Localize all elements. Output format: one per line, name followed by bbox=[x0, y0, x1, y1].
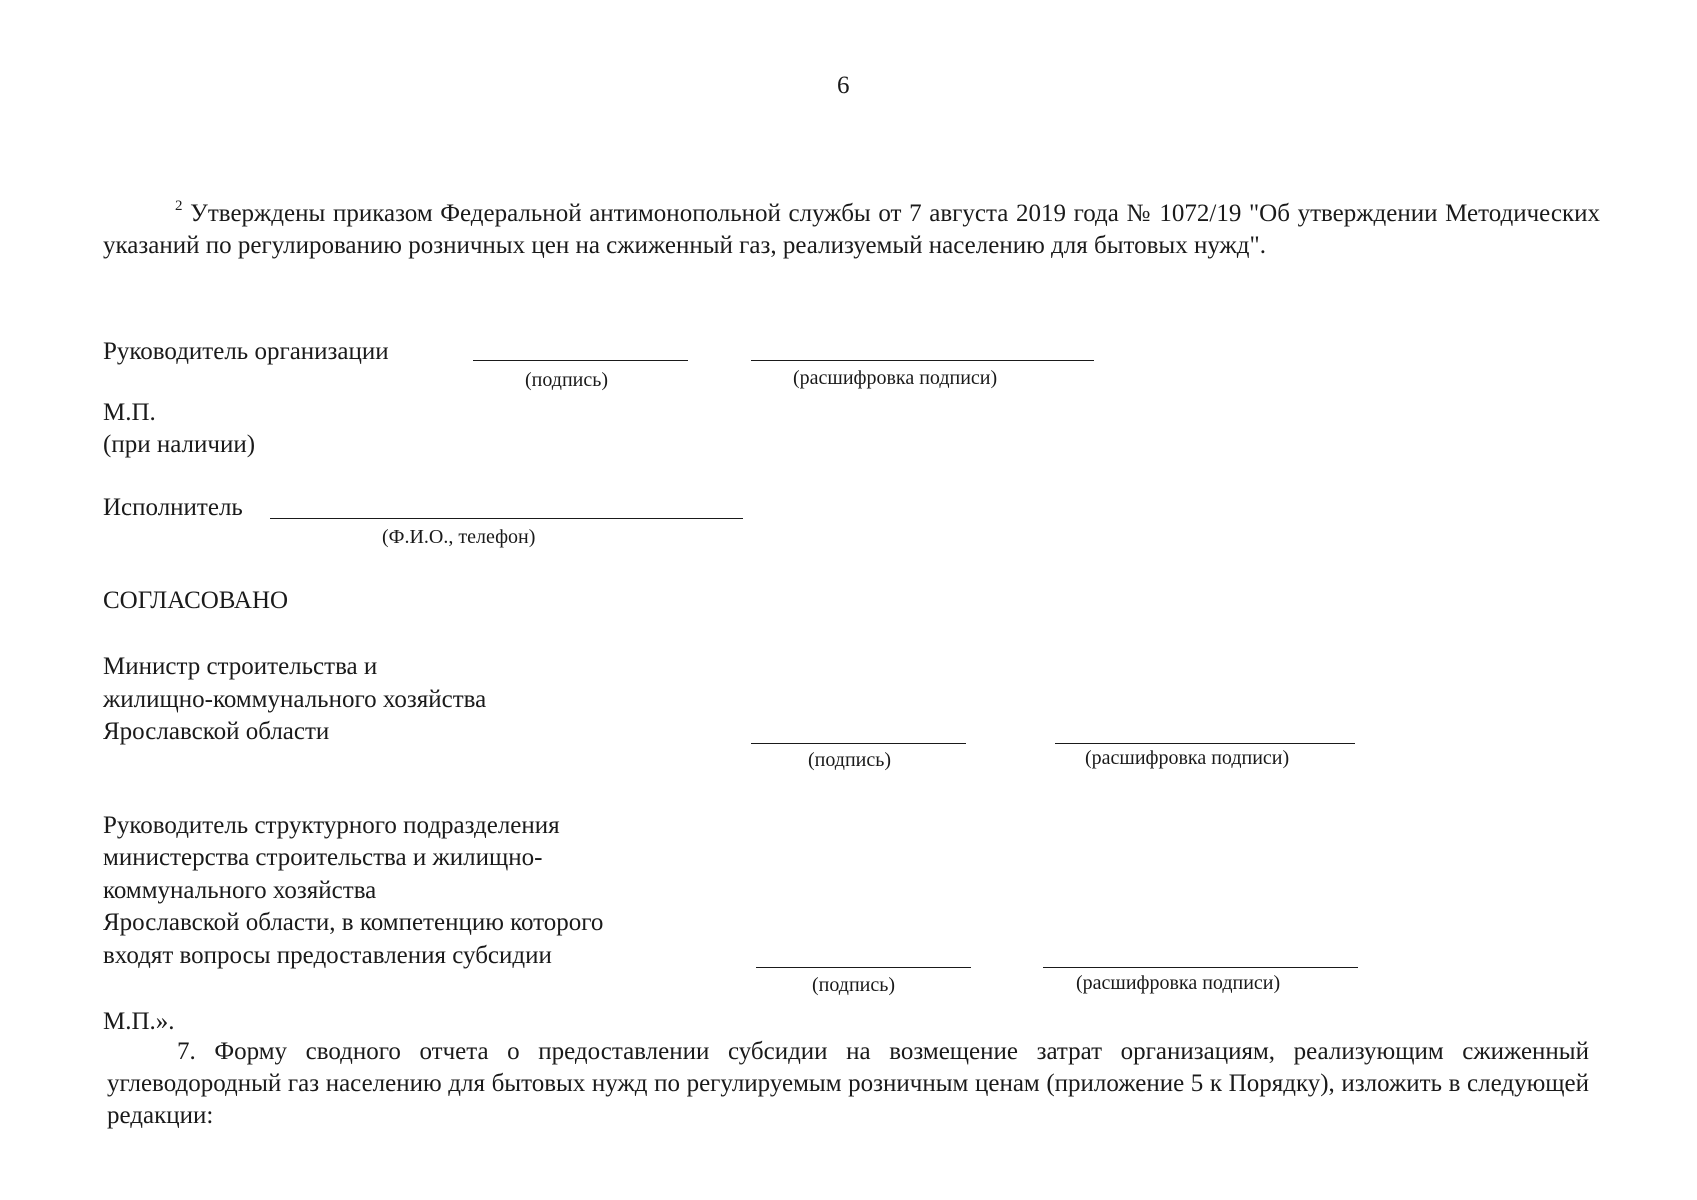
division-head-title-line-4: Ярославской области, в компетенцию которого bbox=[103, 909, 604, 936]
minister-decryption-caption: (расшифровка подписи) bbox=[1085, 747, 1290, 769]
minister-decryption-line bbox=[1055, 743, 1355, 744]
page-number: 6 bbox=[837, 72, 850, 99]
executor-caption: (Ф.И.О., телефон) bbox=[382, 526, 536, 548]
org-head-signature-caption: (подпись) bbox=[525, 369, 609, 391]
division-head-title-line-2: министерства строительства и жилищно- bbox=[103, 844, 543, 871]
division-head-decryption-line bbox=[1043, 967, 1358, 968]
division-head-signature-caption: (подпись) bbox=[812, 974, 896, 996]
footnote-marker: 2 bbox=[175, 197, 183, 214]
footnote-paragraph bbox=[103, 198, 1600, 262]
minister-signature-caption: (подпись) bbox=[808, 749, 892, 771]
footnote-text: Утверждены приказом Федеральной антимонопольной службы от 7 августа 2019 года № 1072/19 "Об утверждении Методических указаний по регулированию розничных цен на сжиженный газ, реализуемый населению для бытовых нужд". bbox=[103, 200, 1601, 259]
agreed-heading: СОГЛАСОВАНО bbox=[103, 587, 289, 614]
minister-title-line-1: Министр строительства и bbox=[103, 653, 378, 680]
stamp-label: М.П. bbox=[103, 399, 156, 426]
division-head-title-line-5: входят вопросы предоставления субсидии bbox=[103, 942, 552, 969]
division-head-decryption-caption: (расшифровка подписи) bbox=[1076, 972, 1281, 994]
minister-title-line-3: Ярославской области bbox=[103, 718, 330, 745]
minister-title-line-2: жилищно-коммунального хозяйства bbox=[103, 686, 487, 713]
item7-text: 7. Форму сводного отчета о предоставлении субсидии на возмещение затрат организациям, реализующим сжиженный углеводородный газ населению для бытовых нужд по регулируемым розничным ценам (приложение 5 к Порядку), изложить в следующей редакции: bbox=[107, 1038, 1589, 1129]
org-head-decryption-line bbox=[751, 360, 1094, 361]
executor-line bbox=[270, 518, 743, 519]
item7-paragraph bbox=[107, 1036, 1589, 1132]
minister-signature-line bbox=[751, 743, 966, 744]
division-head-title-line-1: Руководитель структурного подразделения bbox=[103, 812, 560, 839]
division-head-title-line-3: коммунального хозяйства bbox=[103, 877, 377, 904]
executor-label: Исполнитель bbox=[103, 494, 243, 521]
stamp-note: (при наличии) bbox=[103, 431, 256, 458]
division-head-signature-line bbox=[756, 967, 971, 968]
org-head-decryption-caption: (расшифровка подписи) bbox=[793, 367, 998, 389]
org-head-label: Руководитель организации bbox=[103, 338, 389, 365]
closing-stamp: М.П.». bbox=[103, 1008, 175, 1035]
org-head-signature-line bbox=[473, 360, 688, 361]
